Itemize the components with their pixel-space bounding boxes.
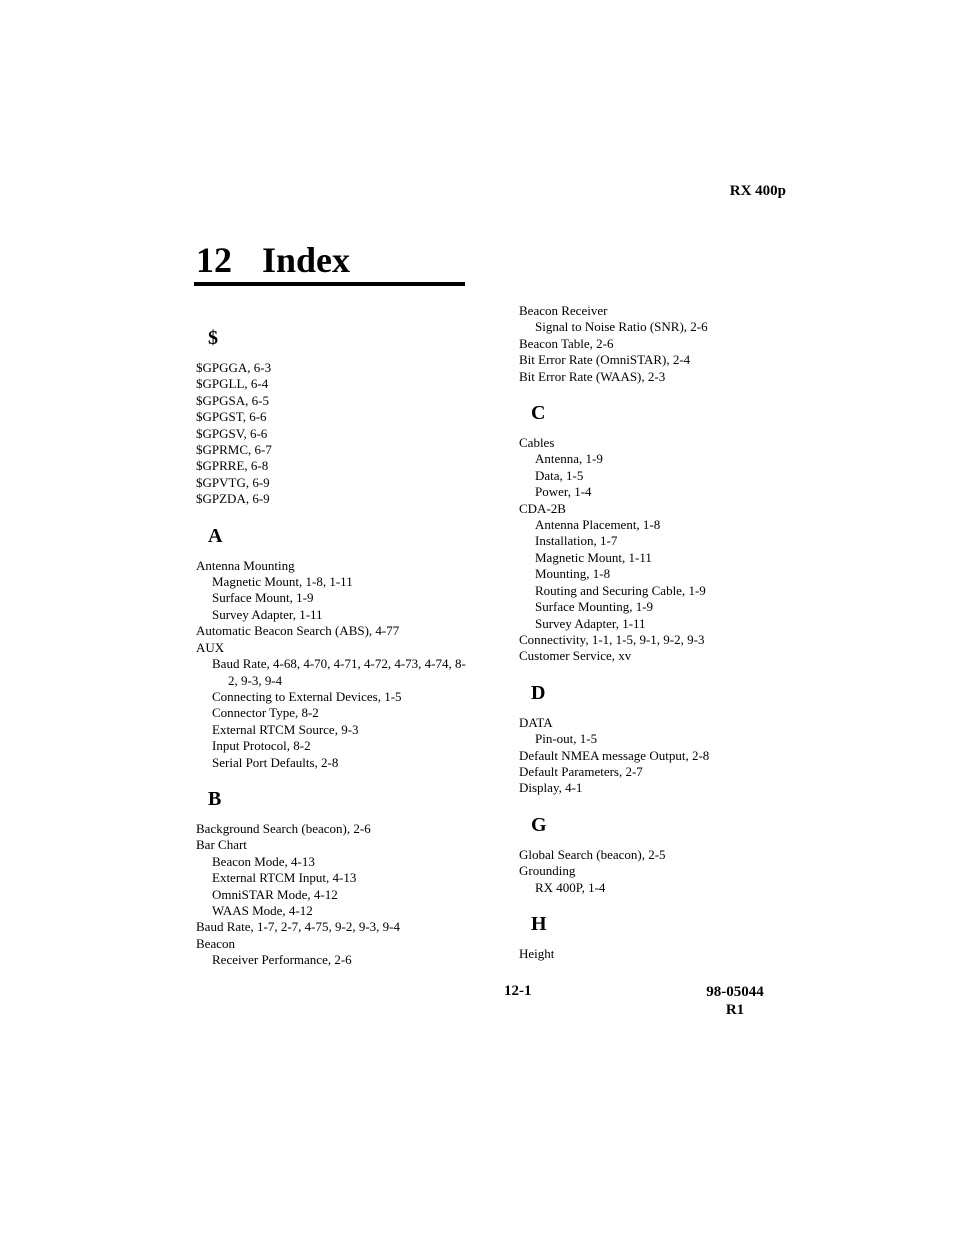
index-letter-heading: H <box>531 912 547 935</box>
index-subentry: OmniSTAR Mode, 4-12 <box>212 886 338 902</box>
index-entry: CDA-2B <box>519 500 566 516</box>
chapter-title <box>196 236 350 284</box>
index-entry: $GPGGA, 6-3 <box>196 360 272 375</box>
index-entry: Default NMEA message Output, 2-8 <box>519 747 710 763</box>
index-column-left <box>196 326 466 969</box>
index-entry: Antenna Mounting <box>196 557 295 573</box>
index-entry: Bit Error Rate (WAAS), 2-3 <box>519 368 666 384</box>
index-entry: $GPGST, 6-6 <box>196 409 267 425</box>
index-entry: Beacon <box>196 935 235 951</box>
index-subentry: Survey Adapter, 1-11 <box>212 606 323 622</box>
index-entry: Bar Chart <box>196 837 247 853</box>
index-subentry: Magnetic Mount, 1-11 <box>535 549 652 565</box>
index-subentry: Routing and Securing Cable, 1-9 <box>535 582 706 598</box>
index-subentry: Baud Rate, 4-68, 4-70, 4-71, 4-72, 4-73, 4-74, 8-2, 9-3, 9-4 <box>212 656 466 688</box>
index-subentry: Mounting, 1-8 <box>535 566 611 582</box>
index-entry: Baud Rate, 1-7, 2-7, 4-75, 9-2, 9-3, 9-4 <box>196 919 400 935</box>
index-entry: $GPZDA, 6-9 <box>196 491 270 507</box>
doc-number: 98-05044 <box>706 984 764 1000</box>
index-entry: $GPGSA, 6-5 <box>196 392 269 408</box>
index-entry: $GPGSV, 6-6 <box>196 425 268 441</box>
index-section <box>519 946 789 962</box>
running-header: RX 400p <box>729 183 786 199</box>
index-subentry: Receiver Performance, 2-6 <box>212 952 352 968</box>
index-subentry: Power, 1-4 <box>535 484 592 500</box>
index-entry: Background Search (beacon), 2-6 <box>196 820 371 836</box>
index-subentry: External RTCM Source, 9-3 <box>212 721 359 737</box>
index-letter-heading: $ <box>208 327 218 349</box>
doc-revision: R1 <box>725 1002 745 1018</box>
title-rule <box>194 282 465 286</box>
index-subentry: Signal to Noise Ratio (SNR), 2-6 <box>535 319 708 335</box>
index-subentry: Connecting to External Devices, 1-5 <box>212 688 402 704</box>
index-section <box>519 715 789 797</box>
index-letter-heading: G <box>531 813 547 836</box>
index-column-right <box>519 303 789 962</box>
index-subentry: Pin-out, 1-5 <box>535 731 598 747</box>
index-subentry: Antenna, 1-9 <box>535 451 603 467</box>
index-entry: Global Search (beacon), 2-5 <box>519 846 666 862</box>
index-section <box>196 558 466 771</box>
index-entry: $GPRRE, 6-8 <box>196 458 269 474</box>
page-number: 12-1 <box>504 983 532 999</box>
index-subentry: Survey Adapter, 1-11 <box>535 615 646 631</box>
index-subentry: Antenna Placement, 1-8 <box>535 517 661 533</box>
index-letter-heading: D <box>531 681 546 704</box>
index-section <box>196 360 466 508</box>
index-subentry: Data, 1-5 <box>535 467 584 483</box>
index-entry: AUX <box>196 639 225 655</box>
index-subentry: Beacon Mode, 4-13 <box>212 853 315 869</box>
index-subentry: Connector Type, 8-2 <box>212 705 319 721</box>
index-subentry: RX 400P, 1-4 <box>535 879 606 895</box>
chapter-number: 12 <box>196 240 232 280</box>
index-letter-heading: B <box>208 787 222 810</box>
index-section <box>519 303 789 385</box>
index-entry: Grounding <box>519 863 576 879</box>
index-entry: Display, 4-1 <box>519 780 583 796</box>
index-section <box>519 847 789 896</box>
index-entry: Beacon Receiver <box>519 303 608 318</box>
index-subentry: External RTCM Input, 4-13 <box>212 870 357 886</box>
document-number <box>690 983 780 1019</box>
index-entry: $GPRMC, 6-7 <box>196 442 272 458</box>
index-section <box>519 435 789 665</box>
index-subentry: Input Protocol, 8-2 <box>212 738 311 754</box>
index-entry: Connectivity, 1-1, 1-5, 9-1, 9-2, 9-3 <box>519 631 705 647</box>
index-entry: $GPGLL, 6-4 <box>196 376 269 392</box>
chapter-name: Index <box>262 240 351 280</box>
index-entry: Beacon Table, 2-6 <box>519 335 614 351</box>
index-entry: Default Parameters, 2-7 <box>519 763 643 779</box>
index-subentry: Magnetic Mount, 1-8, 1-11 <box>212 574 353 590</box>
index-entry: DATA <box>519 714 553 730</box>
index-letter-heading: C <box>531 402 546 425</box>
index-entry: Customer Service, xv <box>519 648 632 664</box>
index-section <box>196 821 466 969</box>
index-subentry: Surface Mounting, 1-9 <box>535 599 654 615</box>
index-entry: $GPVTG, 6-9 <box>196 474 270 490</box>
index-entry: Cables <box>519 435 555 451</box>
index-entry: Bit Error Rate (OmniSTAR), 2-4 <box>519 352 691 368</box>
index-entry: Automatic Beacon Search (ABS), 4-77 <box>196 623 400 639</box>
index-subentry: WAAS Mode, 4-12 <box>212 902 313 918</box>
index-subentry: Surface Mount, 1-9 <box>212 590 314 606</box>
index-subentry: Serial Port Defaults, 2-8 <box>212 754 339 770</box>
index-subentry: Installation, 1-7 <box>535 533 618 549</box>
index-letter-heading: A <box>208 524 223 547</box>
index-entry: Height <box>519 945 555 961</box>
